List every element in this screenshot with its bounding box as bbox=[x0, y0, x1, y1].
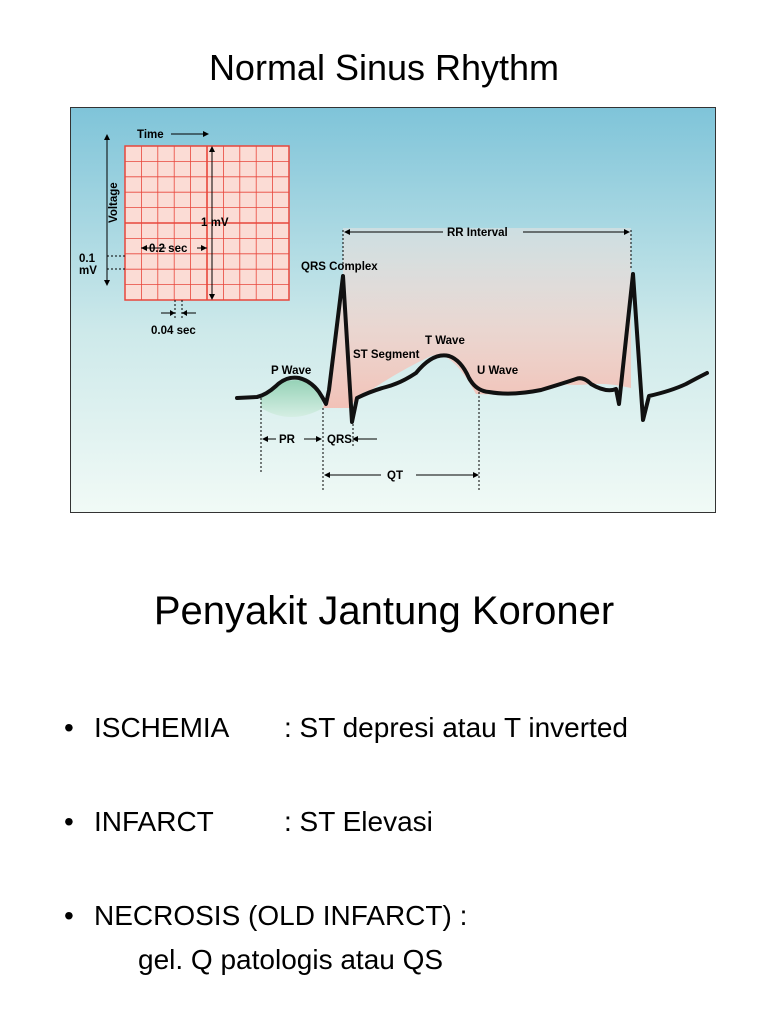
slide-title: Normal Sinus Rhythm bbox=[208, 47, 560, 88]
bullet-list bbox=[62, 706, 752, 1032]
bullet-desc: : ST Elevasi bbox=[284, 806, 433, 837]
label-p-wave: P Wave bbox=[271, 365, 312, 377]
label-one-mv: 1 mV bbox=[201, 217, 229, 229]
bullet-item bbox=[62, 706, 752, 750]
ecg-diagram bbox=[71, 108, 715, 512]
label-t-wave: T Wave bbox=[425, 335, 465, 347]
label-u-wave: U Wave bbox=[477, 365, 519, 377]
bullet-desc: : ST depresi atau T inverted bbox=[284, 712, 628, 743]
label-pr: PR bbox=[279, 434, 295, 446]
label-rr-interval: RR Interval bbox=[447, 227, 508, 239]
label-time: Time bbox=[137, 129, 164, 141]
bullet-item bbox=[62, 894, 752, 982]
label-point-one-mv-b: mV bbox=[79, 265, 97, 277]
label-qrs: QRS bbox=[327, 434, 352, 446]
bullet-desc: gel. Q patologis atau QS bbox=[138, 944, 444, 975]
label-qrs-complex: QRS Complex bbox=[301, 261, 378, 273]
ecg-figure bbox=[70, 107, 716, 513]
label-qt: QT bbox=[387, 470, 403, 482]
label-point-zero-four-sec: 0.04 sec bbox=[151, 325, 196, 337]
section-title: Penyakit Jantung Koroner bbox=[153, 589, 615, 633]
label-voltage: Voltage bbox=[108, 182, 120, 223]
label-point-two-sec: 0.2 sec bbox=[149, 243, 188, 255]
bullet-term: ISCHEMIA bbox=[94, 712, 230, 743]
label-st-segment: ST Segment bbox=[353, 349, 420, 361]
bullet-term: NECROSIS (OLD INFARCT) : bbox=[94, 900, 468, 931]
bullet-item bbox=[62, 800, 752, 844]
label-point-one-mv-a: 0.1 bbox=[79, 253, 95, 265]
bullet-term: INFARCT bbox=[94, 806, 214, 837]
